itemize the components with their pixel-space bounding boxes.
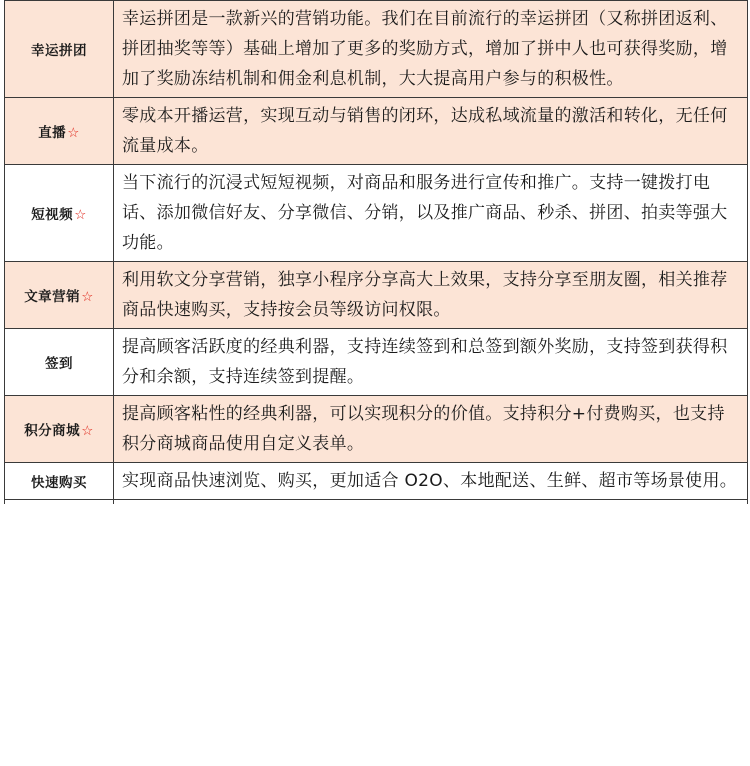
feature-description: 提高顾客活跃度的经典利器，支持连续签到和总签到额外奖励，支持签到获得积分和余额，支持连续签到提醒。	[114, 329, 748, 396]
feature-description: 零成本开播运营，实现互动与销售的闭环，达成私域流量的激活和转化，无任何流量成本。	[114, 98, 748, 165]
feature-name-cell	[5, 329, 114, 396]
star-icon: ☆	[81, 289, 94, 305]
feature-table	[4, 0, 748, 504]
feature-table-body	[5, 1, 748, 505]
feature-name-cell	[5, 165, 114, 262]
feature-name: 文章营销	[24, 289, 81, 305]
feature-description: 实现商品快速浏览、购买，更加适合 O2O、本地配送、生鲜、超市等场景使用。	[114, 463, 748, 500]
feature-description: 当下流行的沉浸式短短视频，对商品和服务进行宣传和推广。支持一键拨打电话、添加微信好友、分享微信、分销，以及推广商品、秒杀、拼团、拍卖等强大功能。	[114, 165, 748, 262]
feature-name: 快速购买	[31, 475, 87, 491]
feature-name: 签到	[45, 356, 73, 372]
feature-description: 利用软文分享营销，独享小程序分享高大上效果，支持分享至朋友圈，相关推荐商品快速购买，支持按会员等级访问权限。	[114, 262, 748, 329]
feature-row	[5, 165, 748, 262]
feature-row	[5, 98, 748, 165]
feature-description: 提高顾客粘性的经典利器，可以实现积分的价值。支持积分+付费购买，也支持积分商城商品使用自定义表单。	[114, 396, 748, 463]
feature-name-cell	[5, 463, 114, 500]
feature-row	[5, 262, 748, 329]
cutoff-description-cell	[114, 500, 748, 505]
star-icon: ☆	[67, 125, 80, 141]
star-icon: ☆	[74, 207, 87, 223]
feature-name: 短视频	[31, 207, 74, 223]
feature-name-cell	[5, 396, 114, 463]
feature-name-cell	[5, 262, 114, 329]
feature-row	[5, 396, 748, 463]
cutoff-row	[5, 500, 748, 505]
feature-row	[5, 329, 748, 396]
feature-row	[5, 463, 748, 500]
star-icon: ☆	[81, 423, 94, 439]
feature-name: 幸运拼团	[31, 43, 87, 59]
cutoff-name-cell	[5, 500, 114, 505]
feature-name: 直播	[38, 125, 67, 141]
feature-name-cell	[5, 98, 114, 165]
feature-description: 幸运拼团是一款新兴的营销功能。我们在目前流行的幸运拼团（又称拼团返利、拼团抽奖等等）基础上增加了更多的奖励方式，增加了拼中人也可获得奖励，增加了奖励冻结机制和佣金利息机制，大大提高用户参与的积极性。	[114, 1, 748, 98]
feature-name-cell	[5, 1, 114, 98]
feature-name: 积分商城	[24, 423, 81, 439]
feature-row	[5, 1, 748, 98]
